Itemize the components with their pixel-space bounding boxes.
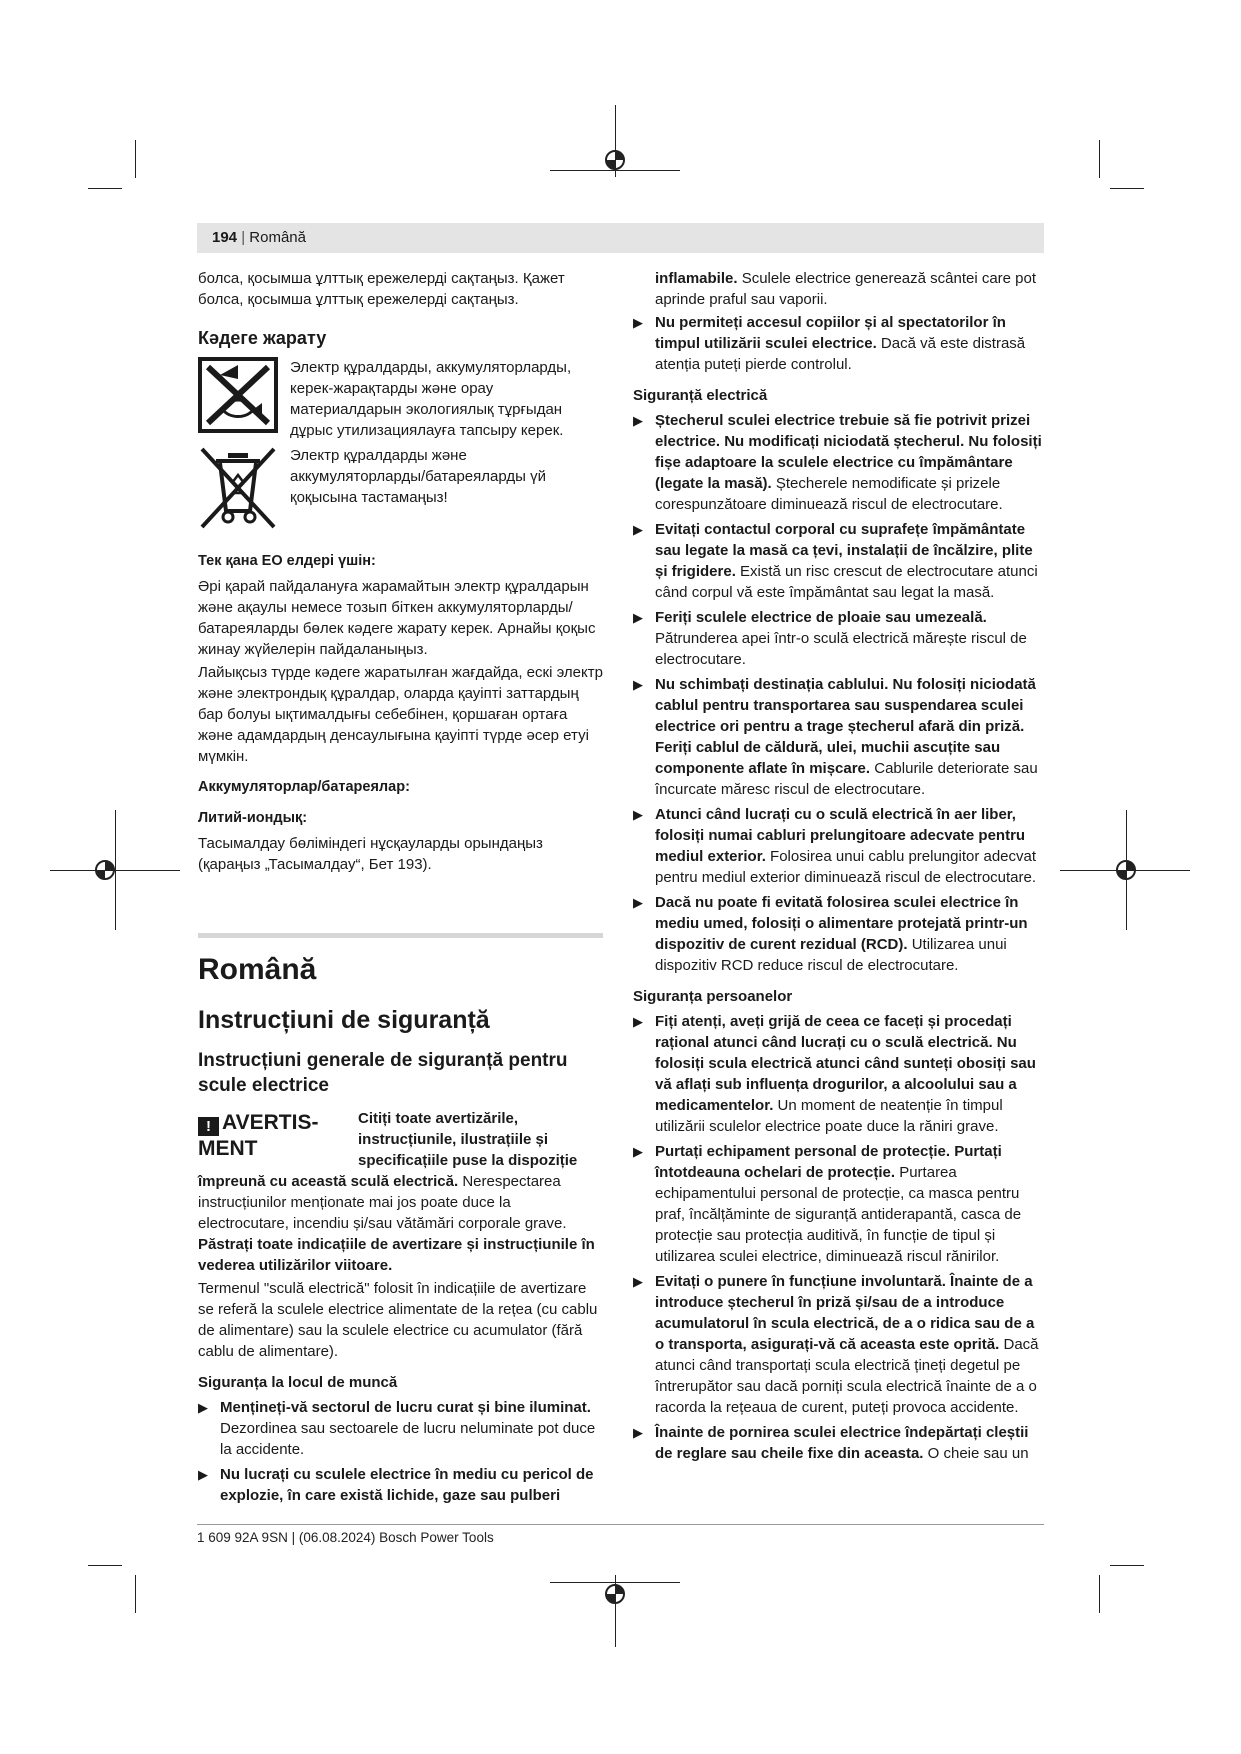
list-item: ▶ Nu permiteți accesul copiilor și al spectatorilor în timpul utilizării sculei electrice. Dacă vă este distrasă atenția puteți pierde controlul. — [633, 314, 1026, 373]
ro-general-title: Instrucțiuni generale de siguranță pentru scule electrice — [198, 1050, 568, 1096]
term-text: Termenul "sculă electrică" folosit în indicațiile de avertizare se referă la sculele electrice alimentate de la rețea (cu cablu de alimentare) sau la sculele electrice cu acumulator (fără cablu de alimentare). — [198, 1280, 598, 1360]
list-item: ▶ Nu lucrați cu sculele electrice în mediu cu pericol de explozie, în care există lichide, gaze sau pulberi — [198, 1466, 594, 1504]
footer-divider — [197, 1524, 1044, 1525]
registration-mark-icon — [93, 858, 117, 882]
list-item: ▶ Ștecherul sculei electrice trebuie să fie potrivit prizei electrice. Nu modificați niciodată ștecherul. Nu folosiți fișe adaptoare la sculele electrice cu împământare (legate la masă). Ștecherele nemodificate și prizele corespunzătoare diminuează riscul de electrocutare. — [633, 412, 1042, 513]
list-item: ▶ Mențineți-vă sectorul de lucru curat și bine iluminat. Dezordinea sau sectoarele de lucru neluminate pot duce la accidente. — [198, 1399, 596, 1458]
bullet-arrow-icon: ▶ — [633, 1144, 643, 1159]
list-item: ▶ Nu schimbați destinația cablului. Nu folosiți niciodată cablul pentru transportarea sau suspendarea sculei electrice ori pentru a trage ștecherul afară din priză. Feriți cablul de căldură, ulei, muchii ascuțite sau componente aflate în mișcare. Cablurile deteriorate sau încurcate măresc riscul de electrocutare. — [633, 676, 1038, 798]
list-item: ▶ Atunci când lucrați cu o sculă electrică în aer liber, folosiți numai cabluri prelungitoare adecvate pentru mediul exterior. Folosirea unui cablu prelungitor adecvat pentru mediul exterior diminuează riscul de electrocutare. — [633, 806, 1037, 886]
bullet-arrow-icon: ▶ — [633, 1274, 643, 1289]
registration-mark-icon — [603, 1582, 627, 1606]
list-item: ▶ Dacă nu poate fi evitată folosirea sculei electrice în mediu umed, folosiți o alimentare protejată printr-un dispozitiv de curent rezidual (RCD). Utilizarea unui dispozitiv RCD reduce riscul de electrocutare. — [633, 894, 1028, 974]
crossed-bin-icon — [198, 445, 280, 537]
workplace-heading: Siguranța la locul de muncă — [198, 1374, 398, 1391]
ro-language-title: Română — [198, 953, 317, 986]
warning-text: Nerespectarea instrucțiunilor menționate mai jos poate duce la electrocutare, incendiu și/sau vătămări corporale grave. — [198, 1173, 567, 1232]
warning-label: ! AVERTIS-MENT — [198, 1111, 319, 1160]
bullet-arrow-icon: ▶ — [633, 522, 643, 537]
keep-instructions-text: Păstrați toate indicațiile de avertizare și instrucțiunile în vederea utilizărilor viitoare. — [198, 1236, 595, 1274]
kz-eu-text-2: Лайықсыз түрде кәдеге жаратылған жағдайда, ескі электр және электрондық құралдар, оларда қауіпті заттардың бар болуы ықтималдығы себебінен, қоршаған ортаға және адамдардың денсаулығына қауіпті түрде әсер етуі мүмкін. — [198, 664, 603, 765]
kz-disposal-heading: Кәдеге жарату — [198, 328, 327, 348]
bullet-arrow-icon: ▶ — [198, 1400, 208, 1415]
page-header: 194 | Română — [197, 223, 1044, 253]
bullet-arrow-icon: ▶ — [633, 315, 643, 330]
header-language: Română — [249, 229, 306, 246]
section-divider — [198, 933, 603, 938]
bullet-arrow-icon: ▶ — [633, 807, 643, 822]
list-item: ▶ Evitați o punere în funcțiune involuntară. Înainte de a introduce ștecherul în priză și/sau de a introduce acumulatorul în scula electrică, de a o ridica sau de a o transporta, asigurați-vă că aceasta este oprită. Dacă atunci când transportați scula electrică țineți degetul pe întrerupător sau dacă porniți scula electrică înainte de a o racorda la rețeaua de curent, puteți provoca accidente. — [633, 1273, 1039, 1416]
kz-eu-heading: Тек қана ЕО елдері үшін: — [198, 553, 376, 569]
electrical-heading: Siguranță electrică — [633, 387, 768, 404]
warning-block — [198, 1108, 603, 1234]
bullet-arrow-icon: ▶ — [633, 1425, 643, 1440]
kz-lithium-heading: Литий-иондық: — [198, 810, 308, 826]
disposal-recycle-icon — [198, 357, 280, 439]
list-item: ▶ Înainte de pornirea sculei electrice îndepărtați cleștii de reglare sau cheile fixe din aceasta. O cheie sau un — [633, 1424, 1029, 1462]
bullet-arrow-icon: ▶ — [633, 413, 643, 428]
bullet-arrow-icon: ▶ — [633, 895, 643, 910]
kz-eu-text-1: Әрі қарай пайдалануға жарамайтын электр құралдарын және ақаулы немесе тозып біткен аккумуляторларды/батареяларды бөлек кәдеге жарату керек. Арнайы қоқыс жинау жүйелерін пайдаланыңыз. — [198, 578, 596, 658]
bullet-arrow-icon: ▶ — [198, 1467, 208, 1482]
list-item: ▶ Purtați echipament personal de protecție. Purtați întotdeauna ochelari de protecție. Purtarea echipamentului personal de protecție, ca masca pentru praf, încălțăminte de siguranță antiderapantă, casca de protecție sau protecția auditivă, în funcție de tipul și utilizarea sculei electrice, diminuează riscul rănirilor. — [633, 1143, 1022, 1265]
kz-lithium-text: Тасымалдау бөліміндегі нұсқауларды орындаңыз (қараңыз „Тасымалдау“, Бет 193). — [198, 835, 543, 873]
bullet-arrow-icon: ▶ — [633, 1014, 643, 1029]
kz-intro-text: болса, қосымша ұлттық ережелерді сақтаңыз. Қажет болса, қосымша ұлттық ережелерді сақтаңыз. — [198, 270, 565, 308]
kz-disposal-text-1: Электр құралдарды, аккумуляторларды, керек-жарақтарды және орау материалдарын экологиялық тұрғыдан дұрыс утилизациялауға тапсыру керек. — [290, 359, 572, 439]
continuation-text: inflamabile. Sculele electrice generează scântei care pot aprinde praful sau vaporii. — [655, 270, 1037, 308]
warning-bold-text: Citiți toate avertizările, instrucțiunile, ilustrațiile și specificațiile puse la dispoziție împreună cu această sculă electrică. — [198, 1110, 578, 1190]
kz-disposal-text-2: Электр құралдарды және аккумуляторларды/батареяларды үй қоқысына тастамаңыз! — [290, 447, 546, 506]
registration-mark-icon — [1114, 858, 1138, 882]
list-item: ▶ Fiți atenți, aveți grijă de ceea ce faceți și procedați rațional atunci când lucrați cu o sculă electrică. Nu folosiți scula electrică atunci când sunteți obosiți sau vă aflați sub influența drogurilor, a alcoolului sau a medicamentelor. Un moment de neatenție în timpul utilizării sculelor electrice poate duce la răniri grave. — [633, 1013, 1036, 1135]
page-footer: 1 609 92A 9SN | (06.08.2024) Bosch Power Tools — [197, 1530, 494, 1545]
ro-safety-title: Instrucțiuni de siguranță — [198, 1006, 490, 1034]
bullet-arrow-icon: ▶ — [633, 677, 643, 692]
bullet-arrow-icon: ▶ — [633, 610, 643, 625]
left-column — [198, 268, 603, 1510]
page-number: 194 — [212, 229, 238, 246]
list-item: ▶ Evitați contactul corporal cu suprafețe împământate sau legate la masă ca țevi, instalații de încălzire, plite și frigidere. Există un risc crescut de electrocutare atunci când corpul vă este împământat sau legat la masă. — [633, 521, 1038, 601]
registration-mark-icon — [603, 148, 627, 172]
right-column — [633, 268, 1043, 1468]
personal-heading: Siguranța persoanelor — [633, 988, 793, 1005]
warning-triangle-icon: ! — [198, 1117, 219, 1136]
list-item: ▶ Feriți sculele electrice de ploaie sau umezeală. Pătrunderea apei într-o sculă electrică mărește riscul de electrocutare. — [633, 609, 1027, 668]
kz-batteries-heading: Аккумуляторлар/батареялар: — [198, 779, 410, 795]
